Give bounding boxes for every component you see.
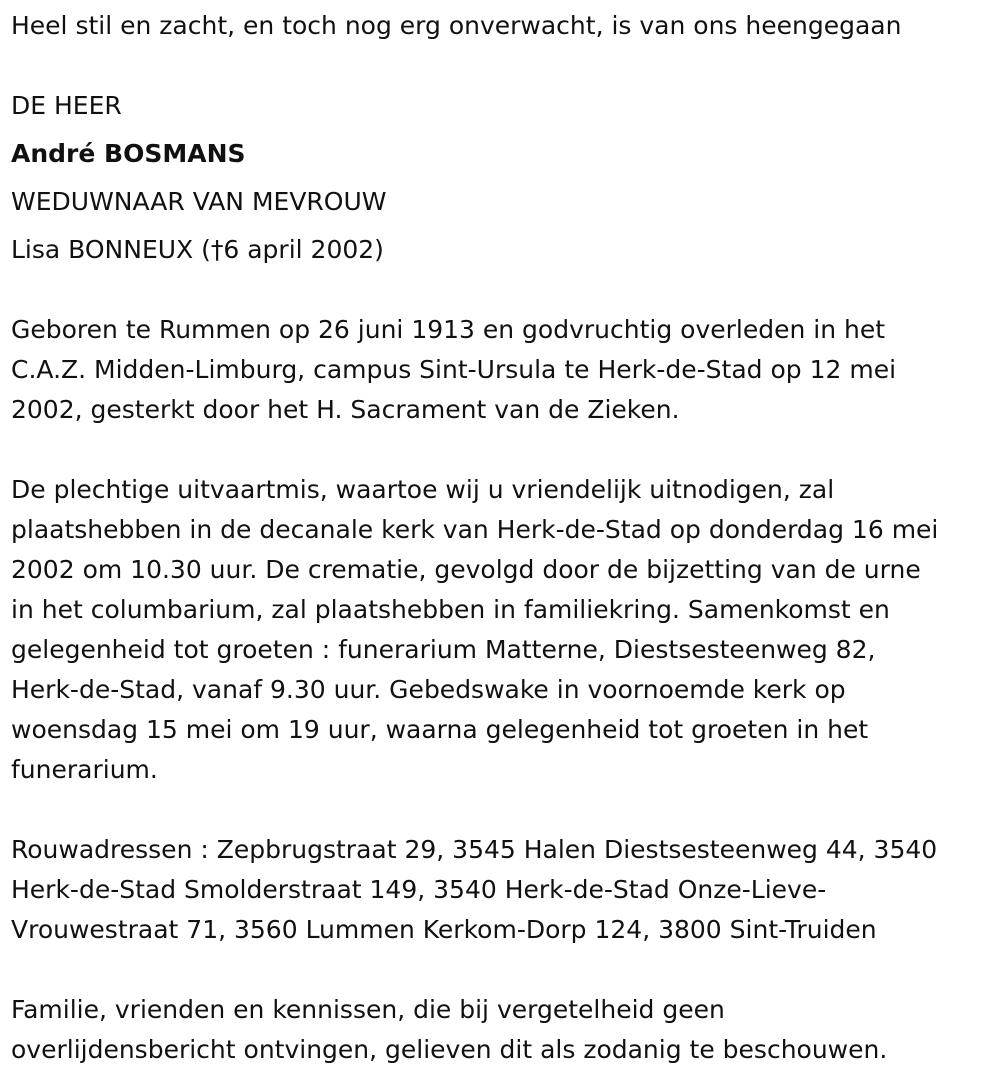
intro-text: Heel stil en zacht, en toch nog erg onverwacht, is van ons heengegaan — [11, 11, 902, 40]
closing-paragraph — [11, 990, 988, 1070]
paragraph-line: woensdag 15 mei om 19 uur, waarna gelegenheid tot groeten in het — [11, 715, 869, 744]
relation-text: WEDUWNAAR VAN MEVROUW — [11, 187, 387, 216]
paragraph-line: Herk-de-Stad, vanaf 9.30 uur. Gebedswake in voornoemde kerk op — [11, 675, 846, 704]
paragraph-line: funerarium. — [11, 755, 158, 784]
deceased-name: André BOSMANS — [11, 139, 246, 168]
paragraph-line: 2002 om 10.30 uur. De crematie, gevolgd door de bijzetting van de urne — [11, 555, 921, 584]
paragraph-line: De plechtige uitvaartmis, waartoe wij u vriendelijk uitnodigen, zal — [11, 475, 835, 504]
paragraph-line: Herk-de-Stad Smolderstraat 149, 3540 Herk-de-Stad Onze-Lieve- — [11, 875, 827, 904]
addresses-paragraph — [11, 830, 988, 950]
birth-death-paragraph — [11, 310, 988, 430]
paragraph-line: in het columbarium, zal plaatshebben in familiekring. Samenkomst en — [11, 595, 890, 624]
honorific-title: DE HEER — [11, 91, 122, 120]
paragraph-line: C.A.Z. Midden-Limburg, campus Sint-Ursula te Herk-de-Stad op 12 mei — [11, 355, 897, 384]
paragraph-line: Geboren te Rummen op 26 juni 1913 en godvruchtig overleden in het — [11, 315, 886, 344]
paragraph-line: gelegenheid tot groeten : funerarium Matterne, Diestsesteenweg 82, — [11, 635, 876, 664]
paragraph-line: Vrouwestraat 71, 3560 Lummen Kerkom-Dorp 124, 3800 Sint-Truiden — [11, 915, 877, 944]
funeral-paragraph — [11, 470, 988, 790]
paragraph-line: Rouwadressen : Zepbrugstraat 29, 3545 Halen Diestsesteenweg 44, 3540 — [11, 835, 938, 864]
spouse-name: Lisa BONNEUX (†6 april 2002) — [11, 235, 384, 264]
paragraph-line: plaatshebben in de decanale kerk van Herk-de-Stad op donderdag 16 mei — [11, 515, 939, 544]
paragraph-line: overlijdensbericht ontvingen, gelieven dit als zodanig te beschouwen. — [11, 1035, 888, 1064]
paragraph-line: 2002, gesterkt door het H. Sacrament van de Zieken. — [11, 395, 680, 424]
paragraph-line: Familie, vrienden en kennissen, die bij vergetelheid geen — [11, 995, 725, 1024]
